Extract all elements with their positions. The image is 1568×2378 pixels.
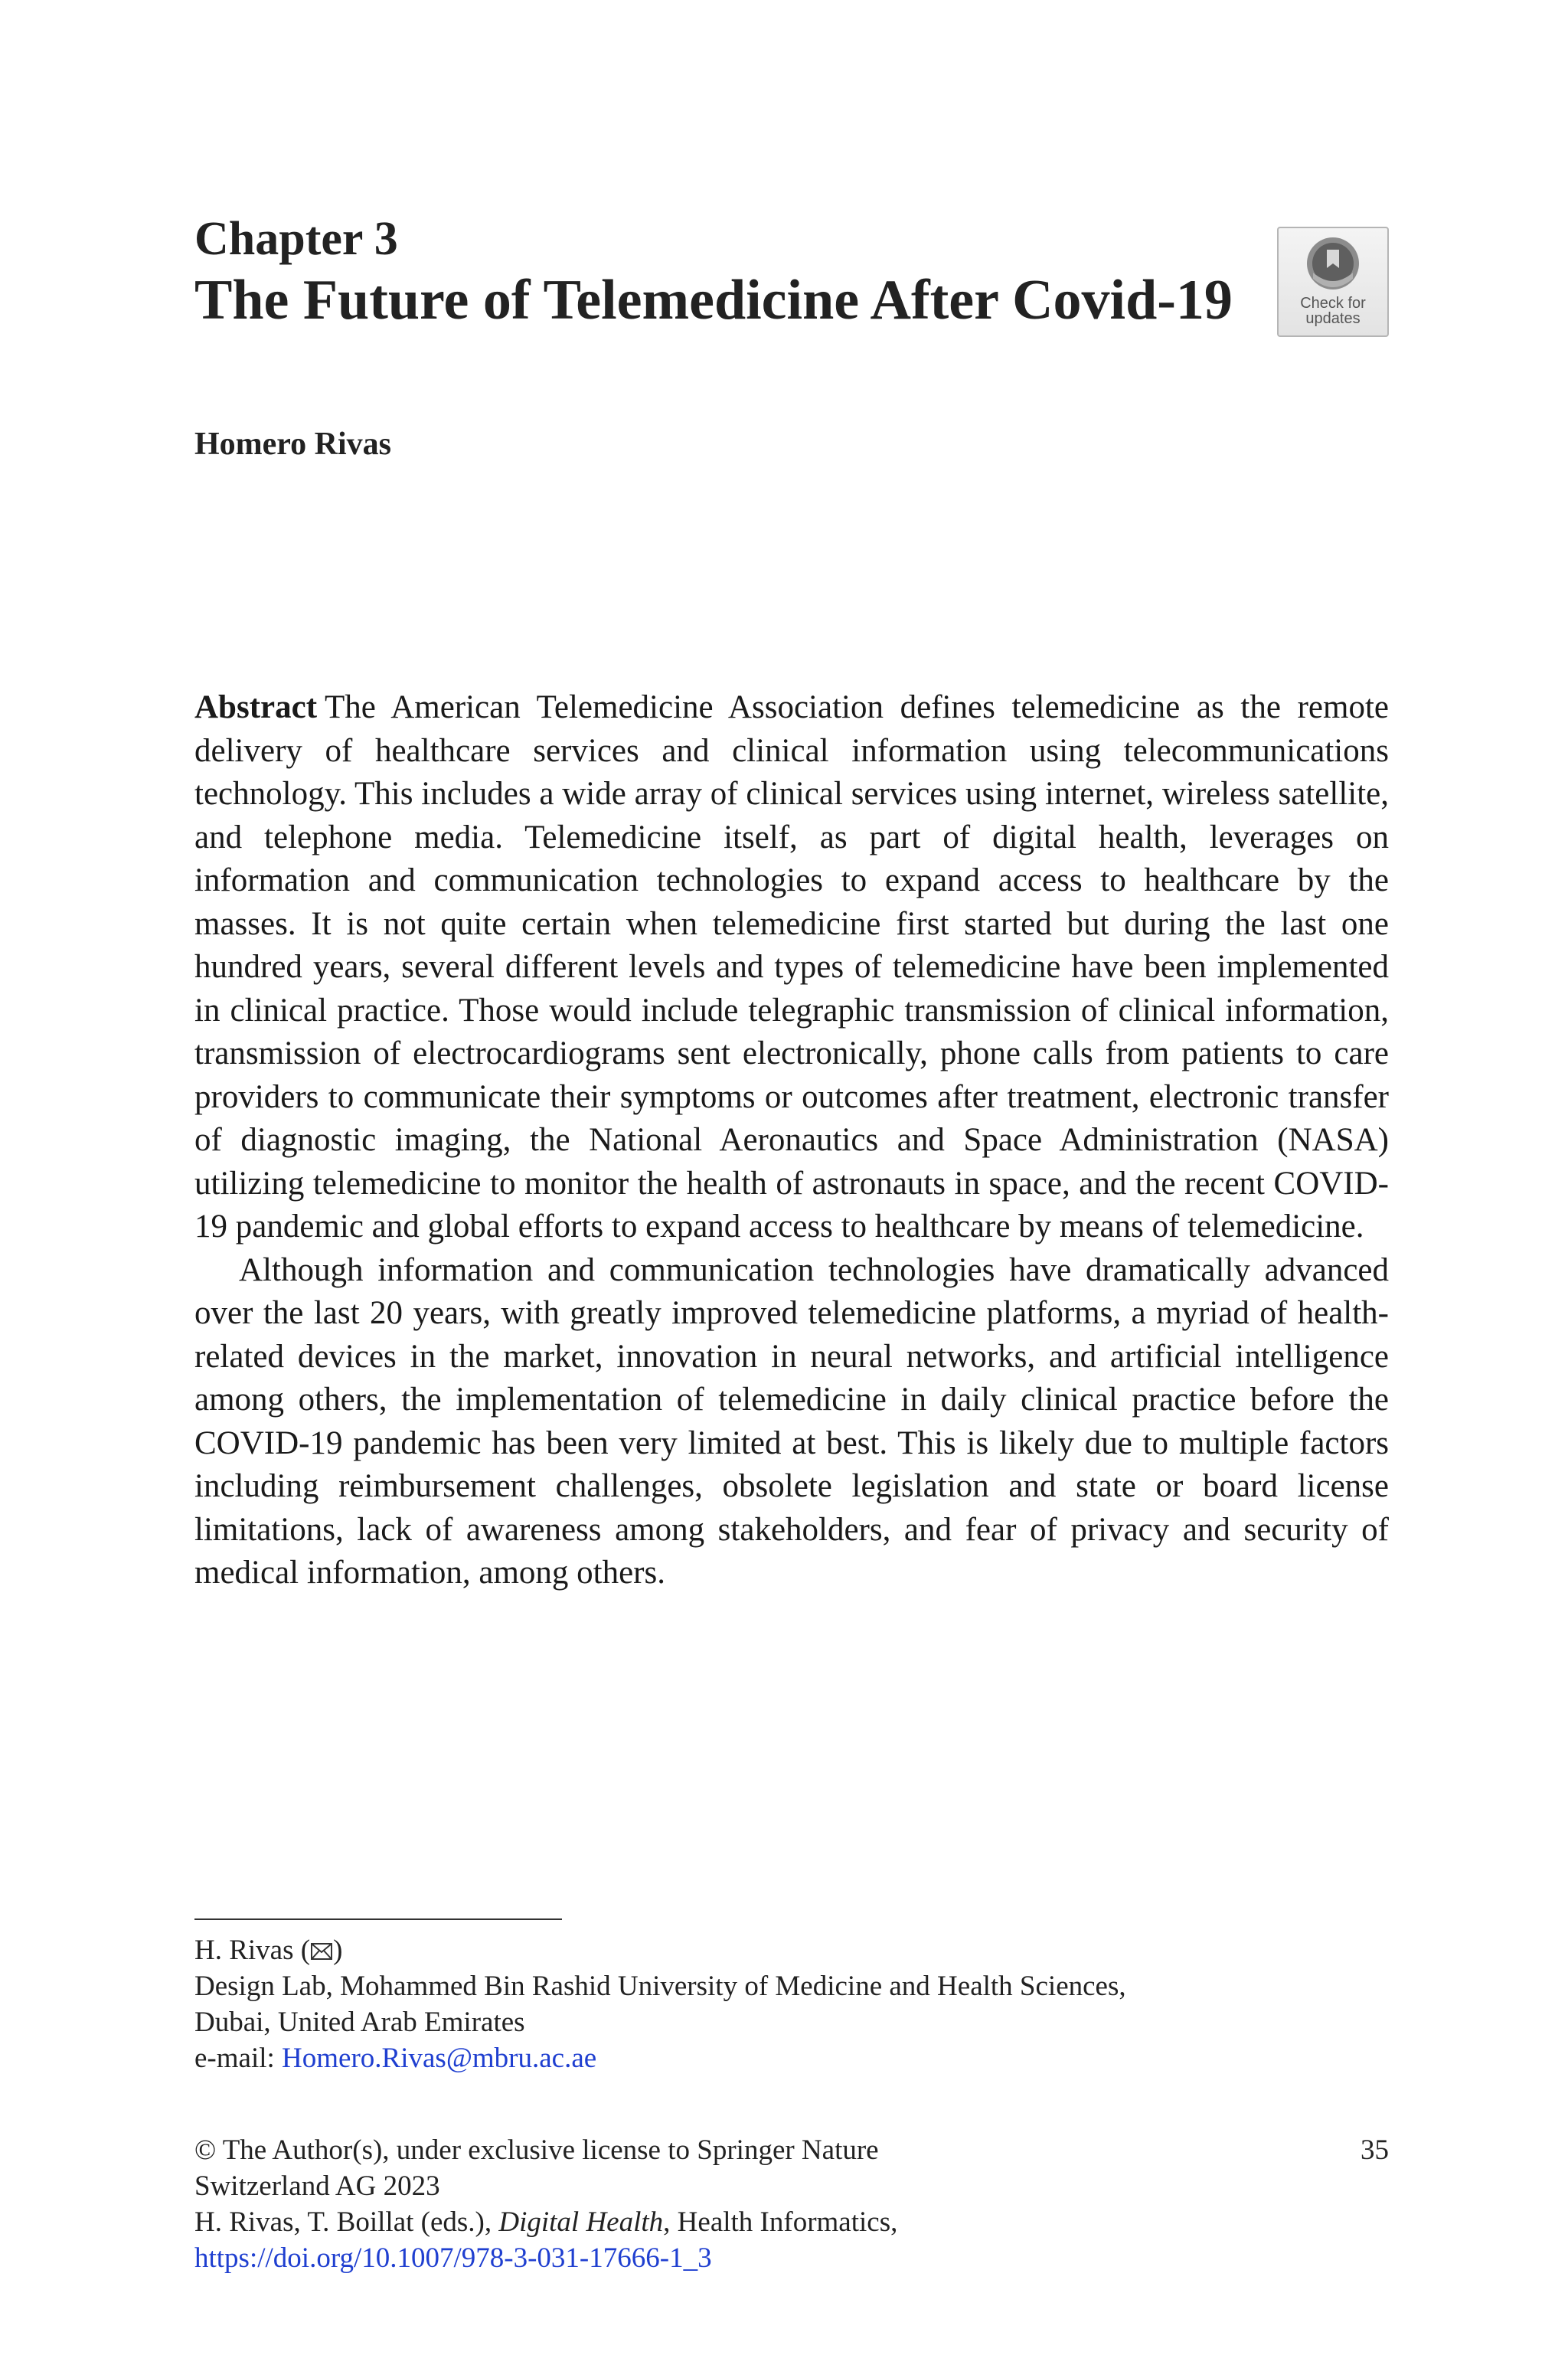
book-title: Digital Health (498, 2206, 664, 2238)
affiliation-line-2: Dubai, United Arab Emirates (194, 2007, 525, 2038)
footnote-name-line (194, 1932, 1266, 1968)
citation-line (194, 2204, 1190, 2240)
citation-editors: H. Rivas, T. Boillat (eds.), (194, 2206, 499, 2238)
email-link[interactable]: Homero.Rivas@mbru.ac.ae (282, 2043, 597, 2074)
envelope-icon (310, 1941, 333, 1961)
author-name: Homero Rivas (194, 427, 392, 462)
author-footnote (194, 1932, 1266, 2076)
chapter-number: Chapter 3 (194, 213, 398, 265)
email-label: e-mail: (194, 2043, 283, 2074)
check-for-updates-button[interactable] (1277, 227, 1389, 337)
copyright-line-2: Switzerland AG 2023 (194, 2170, 440, 2202)
doi-link[interactable]: https://doi.org/10.1007/978-3-031-17666-1_3 (194, 2242, 712, 2274)
page-number: 35 (1361, 2134, 1389, 2166)
copyright-line-1: © The Author(s), under exclusive license to Springer Nature (194, 2134, 879, 2166)
doi-line (194, 2240, 1190, 2276)
abstract-paragraph (194, 686, 1389, 1249)
footnote-divider (194, 1918, 562, 1920)
crossmark-icon (1304, 234, 1362, 293)
footnote-name: H. Rivas ( (194, 1935, 311, 1966)
chapter-title: The Future of Telemedicine After Covid-19 (194, 269, 1233, 332)
badge-label: Check for updates (1300, 295, 1366, 327)
citation-series: , Health Informatics, (663, 2206, 898, 2238)
email-line (194, 2040, 1266, 2076)
copyright-block (194, 2132, 1190, 2276)
abstract-label: Abstract (194, 689, 318, 725)
abstract-text: The American Telemedicine Association defines telemedicine as the remote delivery of healthcare services and clinical information using telecommunications technology. This includes a wide array of clinical services using internet, wireless satellite, and telephone media. Telemedicine itself, as part of digital health, leverages on information and communication technologies to expand access to healthcare by the masses. It is not quite certain when telemedicine first started but during the last one hundred years, several different levels and types of telemedicine have been implemented in clinical practice. Those would include telegraphic transmission of clinical information, transmission of electrocardiograms sent electronically, phone calls from patients to care providers to communicate their symptoms or outcomes after treatment, electronic transfer of diagnostic imaging, the National Aeronautics and Space Administration (NASA) utilizing telemedicine to monitor the health of astronauts in space, and the recent COVID-19 pandemic and global efforts to expand access to healthcare by means of telemedicine. (194, 689, 1389, 1245)
affiliation-line-1: Design Lab, Mohammed Bin Rashid University of Medicine and Health Sciences, (194, 1971, 1126, 2002)
abstract-section (194, 686, 1389, 1595)
footnote-name-close: ) (333, 1935, 343, 1966)
body-paragraph: Although information and communication technologies have dramatically advanced over the last 20 years, with greatly improved telemedicine platforms, a myriad of health-related devices in the market, innovation in neural networks, and artificial intelligence among others, the implementation of telemedicine in daily clinical practice before the COVID-19 pandemic has been very limited at best. This is likely due to multiple factors including reimbursement challenges, obsolete legislation and state or board license limitations, lack of awareness among stakeholders, and fear of privacy and security of medical information, among others. (194, 1251, 1389, 1591)
